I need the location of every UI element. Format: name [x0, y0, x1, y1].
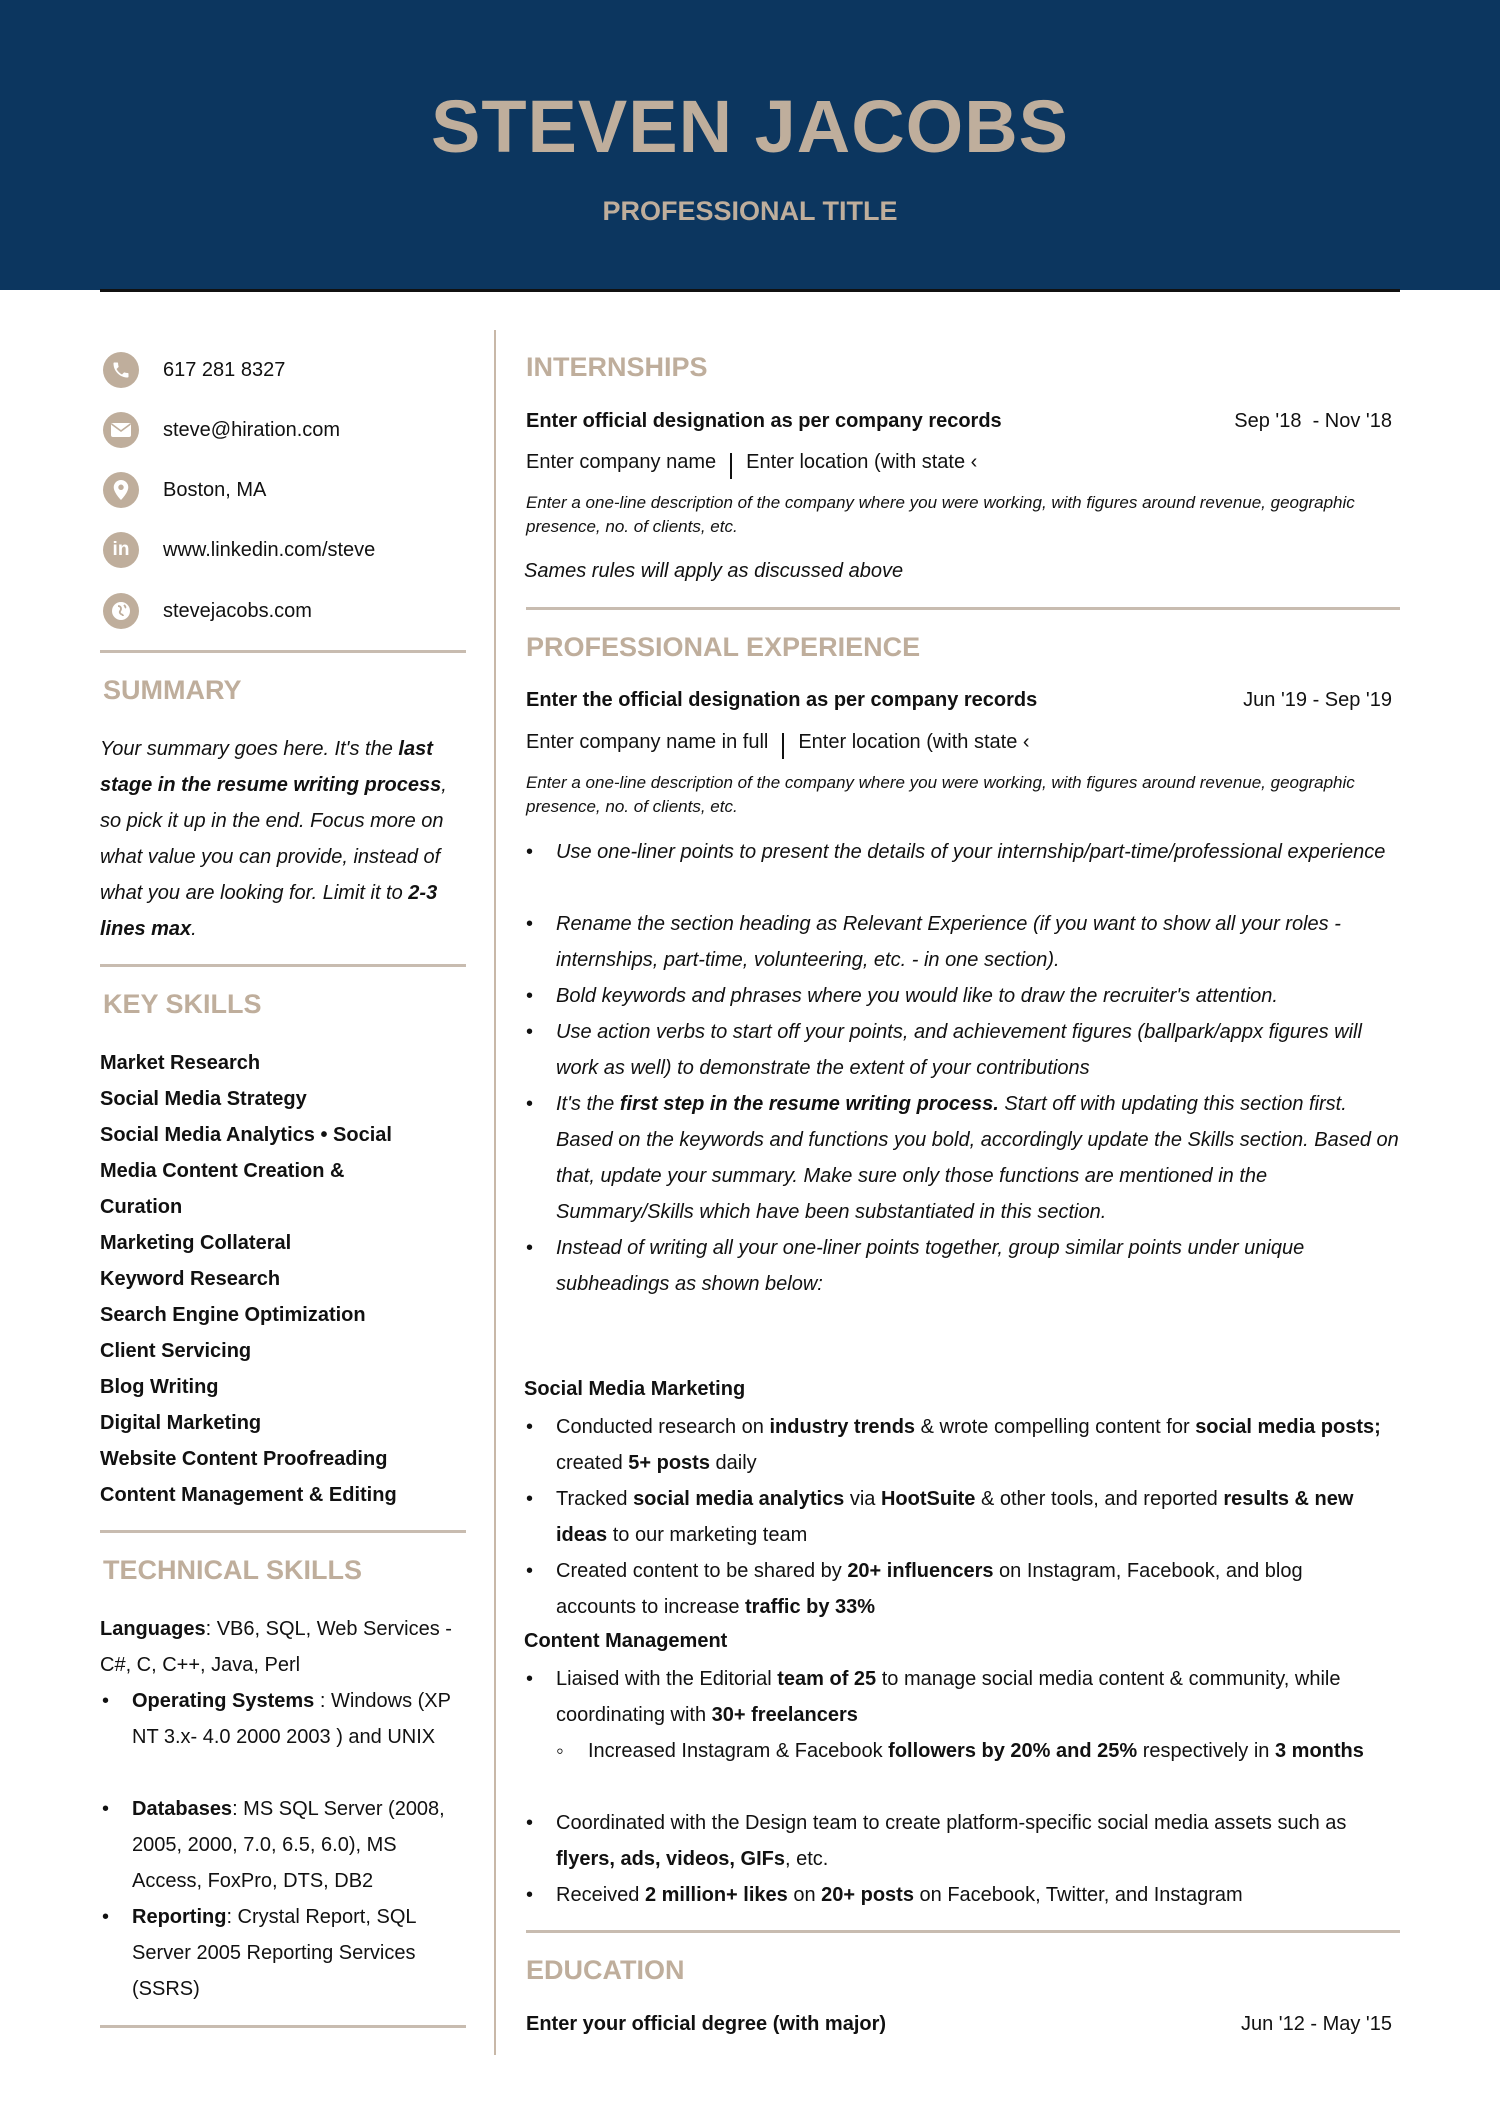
- text: created: [556, 1452, 629, 1474]
- summary-heading: SUMMARY: [103, 675, 242, 705]
- tip-text: Bold keywords and phrases where you would like to draw the recruiter's attention.: [556, 985, 1278, 1007]
- text-bold: flyers, ads, videos, GIFs: [556, 1848, 785, 1870]
- tech-value: : MS SQL Server (2008, 2005, 2000, 7.0, 6.5, 6.0), MS Access, FoxPro, DTS, DB2: [132, 1798, 445, 1892]
- summary-text: [100, 731, 470, 947]
- text: Coordinated with the Design team to create platform-specific social media assets such as: [556, 1812, 1347, 1834]
- bullet-dot: •: [102, 1798, 110, 1820]
- left-divider: [100, 964, 466, 967]
- tip-text: Use one-liner points to present the details of your internship/part-time/professional experience: [556, 841, 1386, 863]
- tech-bullet: [100, 1683, 470, 1755]
- technical-skills-heading: TECHNICAL SKILLS: [103, 1555, 363, 1585]
- tech-value: : VB6, SQL, Web Services - C#, C, C++, Java, Perl: [100, 1618, 452, 1676]
- text: via: [844, 1488, 881, 1510]
- experience-designation: Enter the official designation as per company records: [526, 689, 1038, 711]
- contact-email: [103, 412, 340, 448]
- skill-item: Content Management & Editing: [100, 1484, 397, 1506]
- skill-item: Keyword Research: [100, 1268, 281, 1290]
- contact-linkedin: [103, 532, 375, 568]
- envelope-icon: [103, 412, 139, 448]
- text-bold: results & new ideas: [556, 1488, 1354, 1546]
- skill-item: Market Research: [100, 1052, 261, 1074]
- right-divider: [526, 1930, 1400, 1933]
- column-divider: [494, 330, 496, 2055]
- achievement-bullet: [526, 1877, 1406, 1913]
- left-divider: [100, 1530, 466, 1533]
- skill-item: Social Media Analytics • Social Media Content Creation & Curation: [100, 1124, 392, 1218]
- education-degree: Enter your official degree (with major): [526, 2013, 887, 2035]
- tip-text: Rename the section heading as Relevant Experience (if you want to show all your roles - internships, part-time, volunteering, etc. - in one section).: [556, 913, 1341, 971]
- text-bold: traffic by 33%: [745, 1596, 876, 1618]
- internship-title-row: [526, 410, 1392, 433]
- linkedin-icon: in: [103, 532, 139, 568]
- tech-label: Reporting: [132, 1906, 227, 1928]
- tip-bullet: [526, 834, 1386, 870]
- text: Tracked: [556, 1488, 634, 1510]
- resume-header: [0, 0, 1500, 290]
- achievement-bullet: [526, 1553, 1386, 1625]
- text: , etc.: [784, 1848, 829, 1870]
- contact-location: [103, 472, 266, 508]
- right-divider: [526, 607, 1400, 610]
- group-subheading: Content Management: [524, 1630, 728, 1652]
- achievement-bullet: [526, 1481, 1406, 1553]
- skill-item: Client Servicing: [100, 1340, 252, 1362]
- text: Increased Instagram & Facebook: [588, 1740, 889, 1762]
- experience-company-row: [526, 729, 1030, 755]
- tip-bullet: [526, 1230, 1366, 1302]
- achievement-bullet: [526, 1409, 1406, 1481]
- linkedin-url[interactable]: www.linkedin.com/steve: [163, 538, 376, 561]
- text-bold: HootSuite: [880, 1488, 976, 1510]
- internship-description: Enter a one-line description of the company where you were working, with figures around revenue, geographic presence, no. of clients, etc.: [526, 493, 1355, 536]
- skill-item: Digital Marketing: [100, 1412, 262, 1434]
- education-heading: EDUCATION: [526, 1955, 685, 1985]
- group-subheading: Social Media Marketing: [524, 1378, 746, 1400]
- internship-location: Enter location (with state ‹: [746, 450, 978, 473]
- internship-company: Enter company name: [526, 450, 717, 473]
- email-address[interactable]: steve@hiration.com: [163, 418, 341, 441]
- education-row: [526, 2013, 1392, 2036]
- text: Liaised with the Editorial: [556, 1668, 778, 1690]
- tip-text-bold: first step in the resume writing process.: [619, 1093, 999, 1115]
- text: & other tools, and reported: [975, 1488, 1224, 1510]
- separator: [730, 453, 732, 479]
- text-bold: 20+ influencers: [847, 1560, 994, 1582]
- text: daily: [709, 1452, 757, 1474]
- key-skills-heading: KEY SKILLS: [103, 989, 262, 1019]
- skill-item: Website Content Proofreading: [100, 1448, 388, 1470]
- summary-segment-bold: last stage in the resume writing process: [100, 738, 442, 796]
- text-bold: team of 25: [777, 1668, 877, 1690]
- internships-heading: INTERNSHIPS: [526, 352, 708, 382]
- achievement-sub-bullet: [556, 1733, 1406, 1769]
- text: respectively in: [1137, 1740, 1275, 1762]
- internship-note: Sames rules will apply as discussed above: [524, 560, 904, 582]
- tip-text: Start off with updating this section first. Based on the keywords and functions you bold, accordingly update the Skills section. Based on that, update your summary. Make sure only those functions are mentioned in the Summary/Skills which have been substantiated in this section.: [556, 1093, 1399, 1223]
- experience-description: Enter a one-line description of the company where you were working, with figures around revenue, geographic presence, no. of clients, etc.: [526, 773, 1355, 816]
- text-bold: 2 million+ likes: [644, 1884, 788, 1906]
- text-bold: 20+ posts: [821, 1884, 914, 1906]
- tip-bullet: [526, 978, 1406, 1014]
- website-url[interactable]: stevejacobs.com: [163, 599, 312, 622]
- tip-bullet: [526, 1086, 1406, 1230]
- text-bold: social media analytics: [633, 1488, 845, 1510]
- map-pin-icon: [103, 472, 139, 508]
- text: on Instagram, Facebook, and blog accounts to increase: [556, 1560, 1303, 1618]
- separator: [782, 733, 784, 759]
- phone-number: 617 281 8327: [163, 358, 286, 381]
- text: Received: [556, 1884, 645, 1906]
- experience-company: Enter company name in full: [526, 730, 769, 753]
- skill-item: Social Media Strategy: [100, 1088, 307, 1110]
- candidate-name: STEVEN JACOBS: [430, 85, 1070, 168]
- tech-label: Databases: [132, 1798, 233, 1820]
- summary-segment: .: [191, 918, 197, 940]
- text-bold: 3 months: [1274, 1740, 1364, 1762]
- internship-dates: Sep '18 - Nov '18: [1234, 410, 1392, 432]
- text: to manage social media content & community, while coordinating with: [556, 1668, 1341, 1726]
- location-text: Boston, MA: [163, 478, 267, 501]
- text: Conducted research on: [556, 1416, 770, 1438]
- skill-item: Marketing Collateral: [100, 1232, 292, 1254]
- left-divider: [100, 650, 466, 653]
- education-dates: Jun '12 - May '15: [1240, 2013, 1392, 2035]
- tech-label: Operating Systems: [132, 1690, 320, 1712]
- tip-text: Instead of writing all your one-liner points together, group similar points under unique subheadings as shown below:: [556, 1237, 1305, 1295]
- summary-segment: , so pick it up in the end. Focus more on what value you can provide, instead of what you are looking for. Limit it to: [100, 774, 447, 904]
- tech-value: : Windows (XP NT 3.x- 4.0 2000 2003 ) and UNIX: [132, 1690, 451, 1748]
- summary-segment: Your summary goes here. It's the: [100, 738, 399, 760]
- header-rule: [100, 289, 1400, 292]
- tech-languages: [100, 1611, 470, 1683]
- tip-text: Use action verbs to start off your points, and achievement figures (ballpark/appx figures will work as well) to demonstrate the extent of your contributions: [556, 1021, 1362, 1079]
- text-bold: 30+ freelancers: [711, 1704, 858, 1726]
- tip-bullet: [526, 906, 1386, 978]
- experience-title-row: [526, 689, 1392, 712]
- achievement-bullet: [526, 1805, 1406, 1877]
- skill-item: Search Engine Optimization: [100, 1304, 366, 1326]
- phone-icon: [103, 352, 139, 388]
- text: to our marketing team: [607, 1524, 808, 1546]
- tip-bullet: [526, 1014, 1406, 1086]
- contact-website: [103, 593, 312, 629]
- tip-text: It's the: [556, 1093, 620, 1115]
- internship-designation: Enter official designation as per company records: [526, 410, 1002, 432]
- globe-icon: [103, 593, 139, 629]
- text: Created content to be shared by: [556, 1560, 848, 1582]
- text: & wrote compelling content for: [915, 1416, 1196, 1438]
- bullet-dot: •: [102, 1906, 110, 1928]
- internship-company-row: [526, 449, 977, 475]
- tech-bullet: [100, 1899, 470, 2007]
- tech-label: Languages: [100, 1618, 206, 1640]
- experience-location: Enter location (with state ‹: [798, 730, 1030, 753]
- experience-dates: Jun '19 - Sep '19: [1243, 689, 1392, 711]
- tech-bullet: [100, 1791, 470, 1899]
- skill-item: Blog Writing: [100, 1376, 219, 1398]
- tech-value: : Crystal Report, SQL Server 2005 Reporting Services (SSRS): [132, 1906, 416, 2000]
- text-bold: social media posts;: [1195, 1416, 1381, 1438]
- achievement-bullet: [526, 1661, 1406, 1733]
- professional-title: PROFESSIONAL TITLE: [602, 196, 898, 226]
- left-divider: [100, 2025, 466, 2028]
- experience-heading: PROFESSIONAL EXPERIENCE: [526, 632, 921, 662]
- text-bold: 5+ posts: [628, 1452, 710, 1474]
- text: on Facebook, Twitter, and Instagram: [913, 1884, 1243, 1906]
- bullet-dot: •: [102, 1690, 110, 1712]
- summary-segment-bold: 2-3 lines max: [100, 882, 438, 940]
- text-bold: industry trends: [769, 1416, 916, 1438]
- contact-phone: [103, 352, 285, 388]
- text-bold: followers by 20% and 25%: [888, 1740, 1138, 1762]
- text: on: [787, 1884, 822, 1906]
